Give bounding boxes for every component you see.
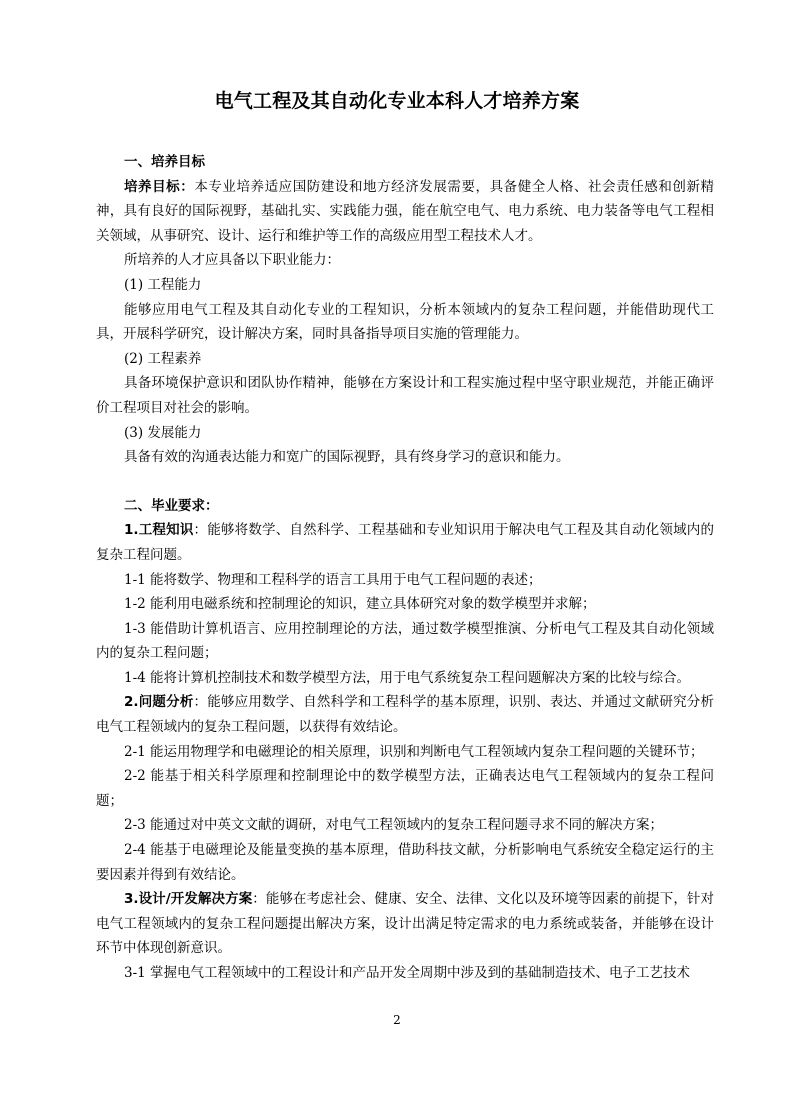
requirement-3-label: 3.设计/开发解决方案 bbox=[124, 891, 253, 908]
page-number: 2 bbox=[393, 1013, 401, 1027]
requirement-2 bbox=[96, 690, 714, 739]
requirement-2-1: 2-1 能运用物理学和电磁理论的相关原理，识别和判断电气工程领域内复杂工程问题的关键环节； bbox=[124, 743, 704, 760]
requirement-3-1: 3-1 掌握电气工程领域中的工程设计和产品开发全周期中涉及到的基础制造技术、电子工艺技术 bbox=[124, 965, 691, 981]
goal-text: 本专业培养适应国防建设和地方经济发展需要，具备健全人格、社会责任感和创新精神，具有良好的国际视野，基础扎实、实践能力强，能在航空电气、电力系统、电力装备等电气工程相关领域，从事研究、设计、运行和维护等工作的高级应用型工程技术人才。 bbox=[96, 178, 715, 244]
requirement-1-2: 1-2 能利用电磁系统和控制理论的知识，建立具体研究对象的数学模型并求解； bbox=[124, 596, 596, 613]
section-spacer bbox=[96, 470, 714, 494]
requirement-1-1: 1-1 能将数学、物理和工程科学的语言工具用于电气工程问题的表述； bbox=[124, 571, 542, 588]
requirement-2-3: 2-3 能通过对中英文文献的调研，对电气工程领域内的复杂工程问题寻求不同的解决方案； bbox=[124, 817, 664, 834]
ability-3-label: (3) 发展能力 bbox=[124, 424, 202, 441]
section-1-heading: 一、培养目标 bbox=[124, 154, 205, 170]
ability-3-text: 具备有效的沟通表达能力和宽广的国际视野，具有终身学习的意识和能力。 bbox=[124, 449, 570, 466]
goal-paragraph bbox=[96, 175, 714, 249]
document-title: 电气工程及其自动化专业本科人才培养方案 bbox=[214, 90, 580, 112]
requirement-1-label: 1.工程知识 bbox=[124, 522, 194, 539]
ability-2-text: 具备环境保护意识和团队协作精神，能够在方案设计和工程实施过程中坚守职业规范，并能正确评价工程项目对社会的影响。 bbox=[96, 375, 714, 416]
requirement-1-4: 1-4 能将计算机控制技术和数学模型方法，用于电气系统复杂工程问题解决方案的比较与综合。 bbox=[124, 669, 691, 686]
ability-1-label: (1) 工程能力 bbox=[124, 276, 202, 293]
requirement-3 bbox=[96, 887, 714, 961]
document-body bbox=[96, 150, 714, 986]
requirement-1-3: 1-3 能借助计算机语言、应用控制理论的方法，通过数学模型推演、分析电气工程及其自动化领域内的复杂工程问题； bbox=[96, 620, 714, 662]
requirement-2-label: 2.问题分析 bbox=[124, 694, 194, 711]
ability-2-label: (2) 工程素养 bbox=[124, 350, 202, 367]
requirement-3-text: ：能够在考虑社会、健康、安全、法律、文化以及环境等因素的前提下，针对电气工程领域内的复杂工程问题提出解决方案，设计出满足特定需求的电力系统或装备，并能够在设计环节中体现创新意识。 bbox=[96, 891, 715, 957]
requirement-2-4: 2-4 能基于电磁理论及能量变换的基本原理，借助科技文献，分析影响电气系统安全稳定运行的主要因素并得到有效结论。 bbox=[96, 842, 714, 883]
requirement-2-text: ：能够应用数学、自然科学和工程科学的基本原理，识别、表达、并通过文献研究分析电气工程领域内的复杂工程问题，以获得有效结论。 bbox=[96, 694, 714, 736]
requirement-1 bbox=[96, 518, 714, 567]
section-2-heading: 二、毕业要求： bbox=[124, 497, 219, 514]
abilities-intro: 所培养的人才应具备以下职业能力： bbox=[124, 252, 340, 269]
requirement-2-2: 2-2 能基于相关科学原理和控制理论中的数学模型方法，正确表达电气工程领域内的复杂工程问题； bbox=[96, 768, 714, 809]
ability-1-text: 能够应用电气工程及其自动化专业的工程知识，分析本领域内的复杂工程问题，并能借助现代工具，开展科学研究，设计解决方案，同时具备指导项目实施的管理能力。 bbox=[96, 301, 714, 343]
goal-label: 培养目标： bbox=[124, 178, 195, 195]
requirement-1-text: ：能够将数学、自然科学、工程基础和专业知识用于解决电气工程及其自动化领域内的复杂工程问题。 bbox=[96, 522, 714, 563]
